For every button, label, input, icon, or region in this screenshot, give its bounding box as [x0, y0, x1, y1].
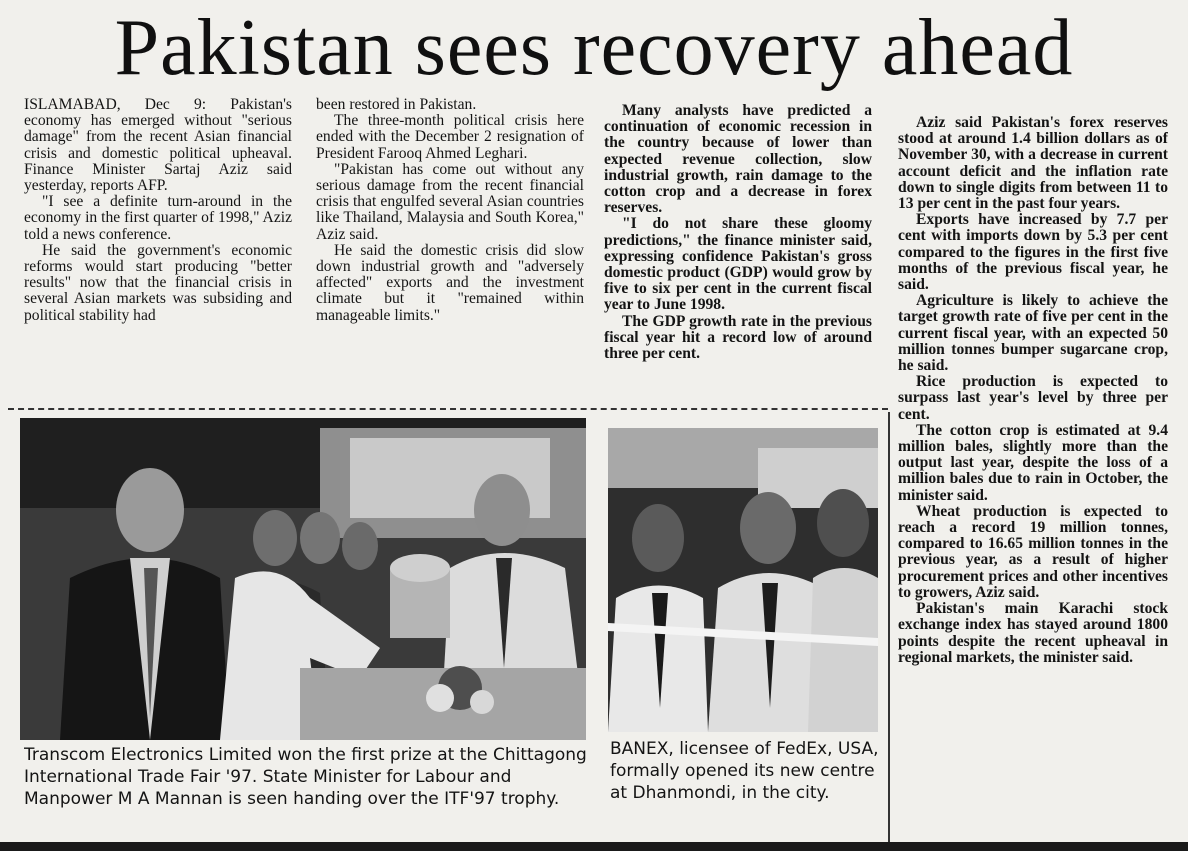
- paragraph: The three-month political crisis here ended with the December 2 resignation of President Farooq Ahmed Leghari.: [316, 112, 584, 162]
- paragraph: Aziz said Pakistan's forex reserves stood at around 1.4 billion dollars as of November 30, with a decrease in current account deficit and the inflation rate down to single digits from between 11 to 13 per cent in the past four years.: [898, 115, 1168, 213]
- paragraph: "I see a definite turn-around in the economy in the first quarter of 1998," Aziz told a news conference.: [24, 193, 292, 243]
- paragraph: ISLAMABAD, Dec 9: Pakistan's economy has emerged without "serious damage" from the recent Asian financial crisis and domestic political upheaval. Finance Minister Sartaj Aziz said yesterday, reports AFP.: [24, 97, 292, 195]
- photo-caption-ribbon: BANEX, licensee of FedEx, USA, formally opened its new centre at Dhanmondi, in the city.: [610, 739, 879, 803]
- paragraph: "I do not share these gloomy predictions," the finance minister said, expressing confidence Pakistan's gross domestic product (GDP) would grow by five to six per cent in the current fiscal year to June 1998.: [604, 215, 872, 314]
- paragraph: He said the government's economic reforms would start producing "better results" now that the financial crisis in several Asian markets was subsiding and political stability had: [24, 241, 292, 324]
- photo-trophy-handover-image: [20, 418, 586, 740]
- paragraph: Wheat production is expected to reach a record 19 million tonnes, compared to 16.65 million tonnes in the previous year, as a result of higher procurement prices and other incentives to growers, Aziz said.: [898, 502, 1168, 601]
- paragraph: been restored in Pakistan.: [316, 97, 477, 113]
- article-column-3: [604, 103, 872, 413]
- bottom-border: [0, 842, 1188, 851]
- photo-ribbon-cutting: [608, 428, 878, 732]
- paragraph: Agriculture is likely to achieve the target growth rate of five per cent in the current fiscal year, with an expected 50 million tonnes bumper sugarcane crop, he said.: [898, 292, 1168, 375]
- photo-trophy-handover: [20, 418, 586, 740]
- article-column-2: [316, 97, 584, 407]
- paragraph: Exports have increased by 7.7 per cent with imports down by 5.3 per cent compared to the figures in the first five months of the previous fiscal year, he said.: [898, 211, 1168, 294]
- photo-ribbon-cutting-image: [608, 428, 878, 732]
- article-column-1: [24, 97, 292, 407]
- paragraph: "Pakistan has come out without any serious damage from the recent financial crisis that engulfed several Asian countries like Thailand, Malaysia and South Korea," Aziz said.: [316, 160, 584, 243]
- paragraph: Rice production is expected to surpass last year's level by three per cent.: [898, 373, 1168, 423]
- paragraph: The cotton crop is estimated at 9.4 million bales, slightly more than the output last year, despite the loss of a million bales due to rain in October, the minister said.: [898, 421, 1168, 504]
- headline: Pakistan sees recovery ahead: [114, 4, 1074, 92]
- paragraph: Many analysts have predicted a continuation of economic recession in the country because of lower than expected revenue collection, slow industrial growth, rain damage to the cotton crop and a decrease in forex reserves.: [604, 103, 872, 217]
- section-divider: [8, 408, 888, 410]
- photo-caption-trophy: Transcom Electronics Limited won the first prize at the Chittagong International Trade Fair '97. State Minister for Labour and Manpower M A Mannan is seen handing over the ITF'97 trophy.: [24, 745, 587, 809]
- article-column-4: [898, 115, 1168, 840]
- paragraph: The GDP growth rate in the previous fiscal year hit a record low of around three per cent.: [604, 312, 872, 363]
- paragraph: He said the domestic crisis did slow down industrial growth and "adversely affected" exports and the investment climate but it "remained within manageable limits.": [316, 241, 584, 324]
- paragraph: Pakistan's main Karachi stock exchange index has stayed around 1800 points despite the recent upheaval in regional markets, the minister said.: [898, 600, 1168, 666]
